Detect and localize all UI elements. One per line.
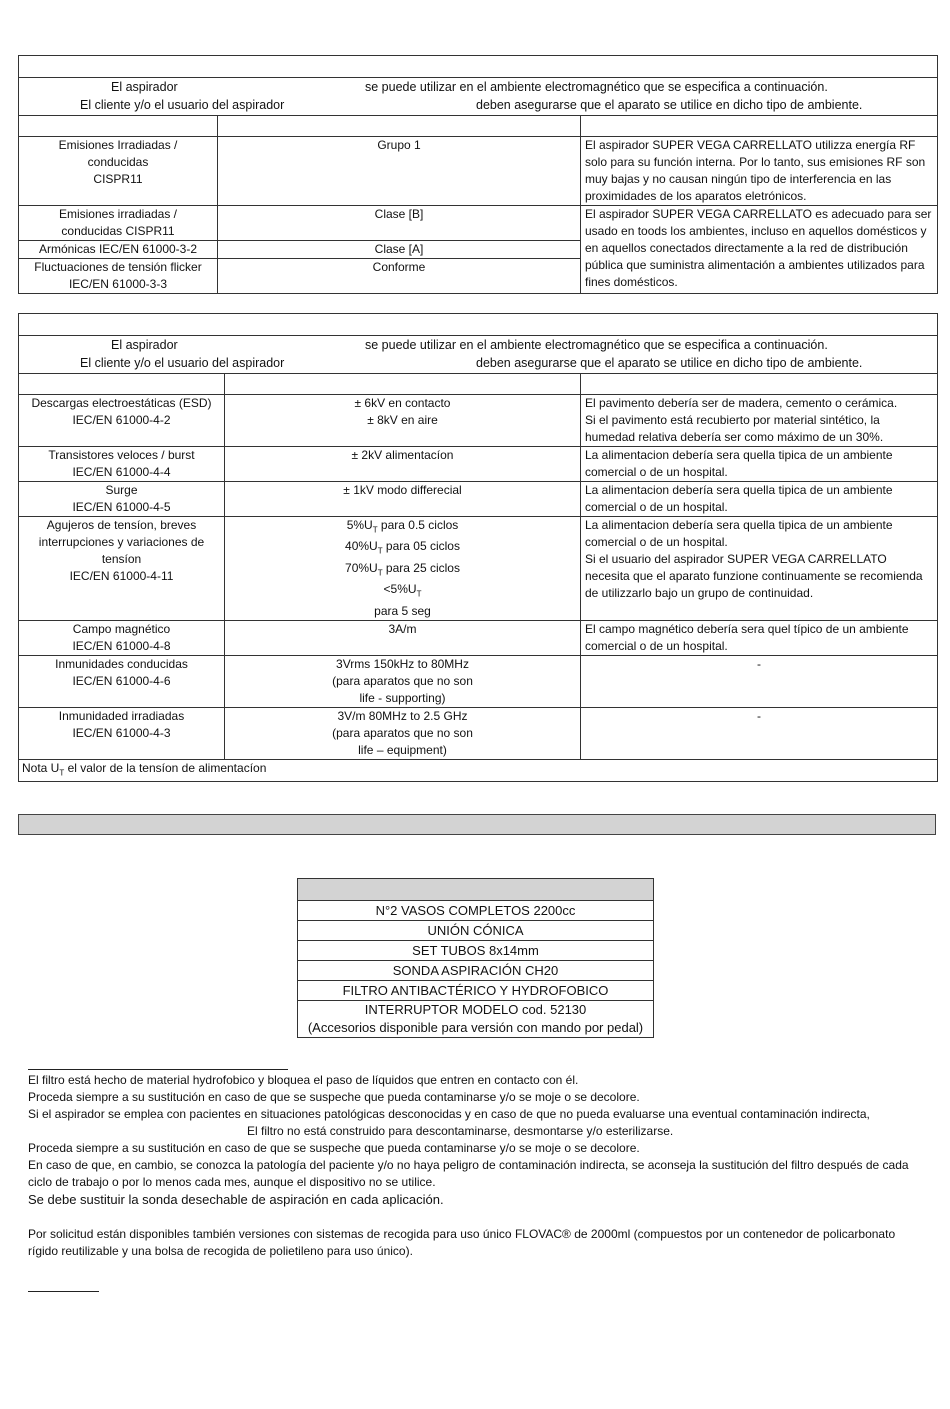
- immunity-table-title: [19, 314, 938, 336]
- immunity-level: $5\%U_T$ para 0.5 ciclos $40\%U_T$ para 05 ciclos $70\%U_T$ para 25 ciclos $<5\%U_T$ para 5 seg: [225, 517, 581, 621]
- col-header-test: [19, 116, 218, 137]
- immunity-environment: La alimentacion debería sera quella tipica de un ambiente comercial o de un hospital. Si el usuario del aspirador SUPER VEGA CARRELLATO necesita que el aparato funzione continuamente se recomienda de utilizzarlo bajo un grupo de continuidad.: [581, 517, 938, 621]
- immunity-table: [18, 313, 938, 782]
- accessory-item: SONDA ASPIRACIÓN CH20: [298, 961, 654, 981]
- col-header-test: [19, 374, 225, 395]
- immunity-environment: -: [581, 655, 938, 707]
- intro-device: El aspirador: [111, 338, 178, 352]
- accessory-item: SET TUBOS 8x14mm: [298, 941, 654, 961]
- note-line: Proceda siempre a su sustitución en caso de que se suspeche que pueda contaminarse y/o se moje o se decolore.: [28, 1141, 640, 1155]
- emissions-table-title: [19, 56, 938, 78]
- emission-compliance: Clase [B]: [218, 206, 581, 241]
- emission-compliance: Conforme: [218, 259, 581, 294]
- immunity-environment: El campo magnético debería sera quel típico de un ambiente comercial o de un hospital.: [581, 620, 938, 655]
- emission-test: Emisiones Irradiadas / conducidas CISPR11: [19, 137, 218, 206]
- emission-test: Emisiones irradiadas / conducidas CISPR11: [19, 206, 218, 241]
- immunity-test: Campo magnético IEC/EN 61000-4-8: [19, 620, 225, 655]
- accessory-item: INTERRUPTOR MODELO cod. 52130 (Accesorios disponible para versión con mando por pedal): [298, 1001, 654, 1038]
- immunity-test: Agujeros de tensíon, breves interrupciones y variaciones de tensíon IEC/EN 61000-4-11: [19, 517, 225, 621]
- intro-statement: se puede utilizar en el ambiente electromagnético que se especifica a continuación.: [365, 80, 828, 94]
- immunity-test: Transistores veloces / burst IEC/EN 61000-4-4: [19, 447, 225, 482]
- immunity-level: 3V/m 80MHz to 2.5 GHz (para aparatos que no son life – equipment): [225, 707, 581, 759]
- immunity-level: 3A/m: [225, 620, 581, 655]
- intro-statement: se puede utilizar en el ambiente electromagnético que se especifica a continuación.: [365, 338, 828, 352]
- immunity-note: Nota $U_T$ el valor de la tensíon de alimentacíon: [19, 759, 938, 781]
- section-title-bar: [18, 814, 936, 835]
- emission-environment: El aspirador SUPER VEGA CARRELLATO utilizza energía RF solo para su función interna. Por lo tanto, sus emisiones RF son muy bajas y no causan ningún tipo de interferencia en las proximidades de los aparatos eletrónicos.: [581, 137, 938, 206]
- intro-customer: El cliente y/o el usuario del aspirador: [80, 356, 285, 370]
- accessory-item: FILTRO ANTIBACTÉRICO Y HYDROFOBICO: [298, 981, 654, 1001]
- immunity-test: Descargas electroestáticas (ESD) IEC/EN 61000-4-2: [19, 395, 225, 447]
- note-line: ciclo de trabajo o por lo menos cada mes, aunque el dispositivo no se utilice.: [28, 1175, 436, 1189]
- intro-requirement: deben asegurarse que el aparato se utilice en dicho tipo de ambiente.: [476, 356, 863, 370]
- col-header-compliance: [218, 116, 581, 137]
- note-line: En caso de que, en cambio, se conozca la patología del paciente y/o no haya peligro de contaminación indirecta, se aconseja la sustitución del filtro después de cada: [28, 1158, 909, 1172]
- note-line: Si el aspirador se emplea con pacientes en situaciones patológicas desconocidas y en caso de que no pueda evaluarse una eventual contaminación indirecta,: [28, 1107, 870, 1121]
- accessory-item: UNIÓN CÓNICA: [298, 921, 654, 941]
- immunity-level: ± 6kV en contacto ± 8kV en aire: [225, 395, 581, 447]
- intro-requirement: deben asegurarse que el aparato se utilice en dicho tipo de ambiente.: [476, 98, 863, 112]
- immunity-intro: [19, 336, 938, 374]
- note-line: El filtro no está construido para descontaminarse, desmontarse y/o esterilizarse.: [247, 1124, 674, 1138]
- col-header-environment: [581, 116, 938, 137]
- immunity-level: ± 2kV alimentacíon: [225, 447, 581, 482]
- emission-compliance: Grupo 1: [218, 137, 581, 206]
- intro-device: El aspirador: [111, 80, 178, 94]
- immunity-test: Surge IEC/EN 61000-4-5: [19, 482, 225, 517]
- immunity-level: 3Vrms 150kHz to 80MHz (para aparatos que no son life - supporting): [225, 655, 581, 707]
- immunity-environment: La alimentacion debería sera quella tipica de un ambiente comercial o de un hospital.: [581, 447, 938, 482]
- col-header-level: [225, 374, 581, 395]
- immunity-environment: La alimentacion debería sera quella tipica de un ambiente comercial o de un hospital.: [581, 482, 938, 517]
- footer-divider: [28, 1291, 99, 1292]
- immunity-environment: -: [581, 707, 938, 759]
- notes-divider: [28, 1069, 288, 1070]
- emission-environment: El aspirador SUPER VEGA CARRELLATO es adecuado para ser usado en toods los ambientes, incluso en aquellos domésticos y en aquellos conectados directamente a la red de distribución pública que suministra alimentación a ambientes utilizados para fines domésticos.: [581, 206, 938, 294]
- immunity-level: ± 1kV modo differecial: [225, 482, 581, 517]
- filter-notes: [28, 1072, 928, 1209]
- note-line: Proceda siempre a su sustitución en caso de que se suspeche que pueda contaminarse y/o se moje o se decolore.: [28, 1090, 640, 1104]
- flovac-note: Por solicitud están disponibles también versiones con sistemas de recogida para uso único FLOVAC® de 2000ml (compuestos por un contenedor de policarbonato rígido reutilizable y una bolsa de recogida de polietileno para uso único).: [28, 1227, 896, 1258]
- accessories-table: [297, 878, 654, 1038]
- emission-test: Fluctuaciones de tensión flicker IEC/EN 61000-3-3: [19, 259, 218, 294]
- immunity-test: Inmunidades conducidas IEC/EN 61000-4-6: [19, 655, 225, 707]
- emissions-table: [18, 55, 938, 294]
- accessories-header: [298, 879, 654, 901]
- emission-compliance: Clase [A]: [218, 241, 581, 259]
- intro-customer: El cliente y/o el usuario del aspirador: [80, 98, 285, 112]
- emissions-intro: [19, 78, 938, 116]
- immunity-test: Inmunidaded irradiadas IEC/EN 61000-4-3: [19, 707, 225, 759]
- note-line: Se debe sustituir la sonda desechable de aspiración en cada aplicación.: [28, 1192, 444, 1207]
- emission-test: Armónicas IEC/EN 61000-3-2: [19, 241, 218, 259]
- accessory-item: N°2 VASOS COMPLETOS 2200cc: [298, 901, 654, 921]
- immunity-environment: El pavimento debería ser de madera, cemento o cerámica. Si el pavimento está recubierto por material sintético, la humedad relativa debería ser como máximo de un 30%.: [581, 395, 938, 447]
- col-header-environment: [581, 374, 938, 395]
- note-line: El filtro está hecho de material hydrofobico y bloquea el paso de líquidos que entren en contacto con él.: [28, 1073, 579, 1087]
